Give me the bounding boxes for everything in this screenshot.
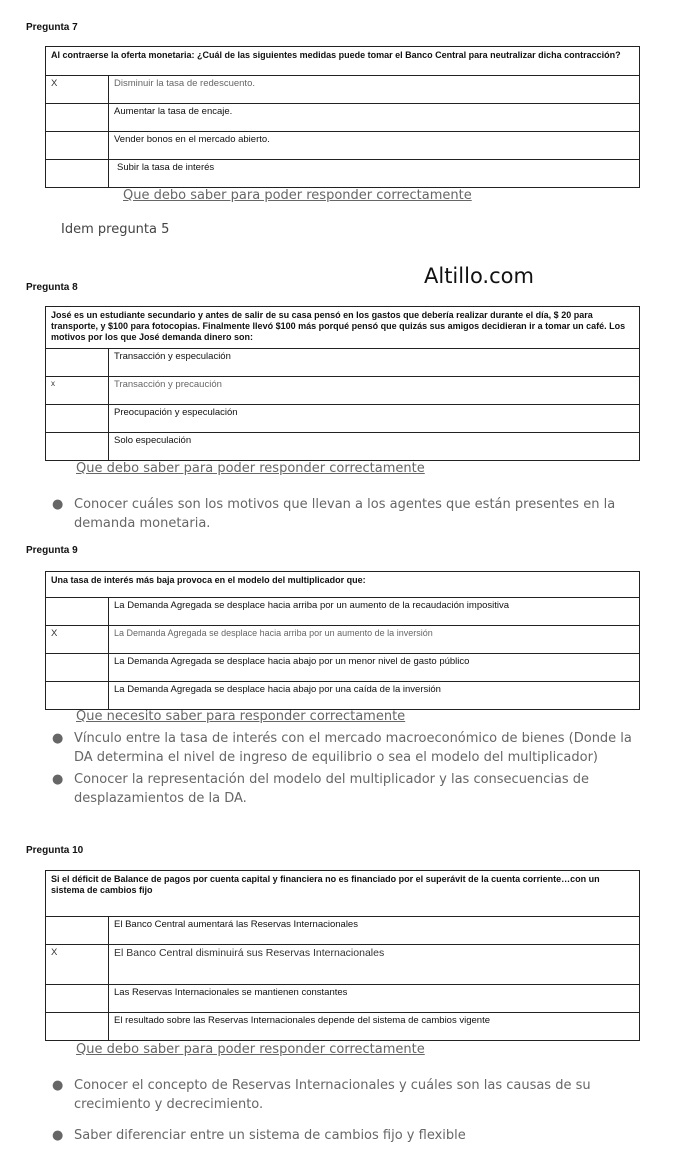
option-text: La Demanda Agregada se desplace hacia abajo por una caída de la inversión	[109, 682, 640, 710]
option-mark	[46, 160, 109, 188]
option-text: Transacción y especulación	[109, 349, 640, 377]
option-mark: X	[46, 76, 109, 104]
bullet-icon: ●	[52, 772, 64, 787]
option-text: Aumentar la tasa de encaje.	[109, 104, 640, 132]
option-text: El Banco Central disminuirá sus Reservas Internacionales	[109, 945, 640, 985]
option-text: Disminuir la tasa de redescuento.	[109, 76, 640, 104]
question-7-text: Al contraerse la oferta monetaria: ¿Cuál de las siguientes medidas puede tomar el Banco Central para neutralizar dicha contracción?	[46, 47, 640, 76]
question-8-text: José es un estudiante secundario y antes de salir de su casa pensó en los gastos que debería realizar durante el día, $ 20 para transporte, y $100 para fotocopias. Finalmente llevó $100 más porqué pensó que quizás sus amigos decidieran ir a tomar un café. Los motivos por los que José demanda dinero son:	[46, 307, 640, 349]
question-8-table	[45, 306, 640, 461]
bullet-text: Conocer cuáles son los motivos que llevan a los agentes que están presentes en la demanda monetaria.	[74, 497, 616, 531]
option-mark	[46, 132, 109, 160]
bullet-icon: ●	[52, 1078, 64, 1093]
question-7-table	[45, 46, 640, 188]
option-text: Subir la tasa de interés	[109, 160, 640, 188]
option-mark	[46, 682, 109, 710]
option-mark: X	[46, 945, 109, 985]
list-item	[48, 770, 638, 808]
bullet-text: Conocer el concepto de Reservas Internacionales y cuáles son las causas de su crecimiento y decrecimiento.	[74, 1078, 591, 1112]
study-link[interactable]: Que debo saber para poder responder correctamente	[123, 188, 472, 203]
watermark-text: Altillo.com	[424, 264, 534, 288]
idem-note: Idem pregunta 5	[61, 222, 170, 237]
study-link[interactable]: Que debo saber para poder responder correctamente	[76, 1042, 425, 1057]
question-10-table	[45, 870, 640, 1041]
question-7-label: Pregunta 7	[26, 22, 78, 33]
option-mark	[46, 917, 109, 945]
option-text: Preocupación y especulación	[109, 405, 640, 433]
option-mark: X	[46, 626, 109, 654]
question-8-label: Pregunta 8	[26, 282, 78, 293]
question-9-text: Una tasa de interés más baja provoca en el modelo del multiplicador que:	[46, 572, 640, 598]
option-mark	[46, 654, 109, 682]
study-link[interactable]: Que necesito saber para responder correctamente	[76, 709, 406, 724]
question-10-label: Pregunta 10	[26, 845, 84, 856]
bullet-text: Vínculo entre la tasa de interés con el mercado macroeconómico de bienes (Donde la DA determina el nivel de ingreso de equilibrio o sea el modelo del multiplicador)	[74, 731, 632, 765]
option-mark	[46, 985, 109, 1013]
option-text: El resultado sobre las Reservas Internacionales depende del sistema de cambios vigente	[109, 1013, 640, 1041]
option-text: La Demanda Agregada se desplace hacia arriba por un aumento de la recaudación impositiva	[109, 598, 640, 626]
question-9-table	[45, 571, 640, 710]
bullet-list	[48, 1076, 638, 1145]
list-item	[48, 1126, 638, 1145]
option-text: La Demanda Agregada se desplace hacia abajo por un menor nivel de gasto público	[109, 654, 640, 682]
list-item	[48, 1076, 638, 1114]
option-text: Solo especulación	[109, 433, 640, 461]
bullet-icon: ●	[52, 1128, 64, 1143]
study-link[interactable]: Que debo saber para poder responder correctamente	[76, 461, 425, 476]
list-item	[48, 729, 638, 767]
option-text: El Banco Central aumentará las Reservas Internacionales	[109, 917, 640, 945]
question-9-label: Pregunta 9	[26, 545, 78, 556]
option-text: Las Reservas Internacionales se mantienen constantes	[109, 985, 640, 1013]
bullet-icon: ●	[52, 731, 64, 746]
list-item	[48, 495, 638, 533]
option-text: La Demanda Agregada se desplace hacia arriba por un aumento de la inversión	[109, 626, 640, 654]
option-mark	[46, 104, 109, 132]
option-mark	[46, 349, 109, 377]
option-mark	[46, 1013, 109, 1041]
question-10-text: Si el déficit de Balance de pagos por cuenta capital y financiera no es financiado por el superávit de la cuenta corriente…con un sistema de cambios fijo	[46, 871, 640, 917]
option-text: Transacción y precaución	[109, 377, 640, 405]
bullet-text: Saber diferenciar entre un sistema de cambios fijo y flexible	[74, 1128, 466, 1143]
bullet-text: Conocer la representación del modelo del multiplicador y las consecuencias de desplazamientos de la DA.	[74, 772, 590, 806]
option-mark	[46, 433, 109, 461]
option-mark	[46, 405, 109, 433]
option-mark: x	[46, 377, 109, 405]
option-text: Vender bonos en el mercado abierto.	[109, 132, 640, 160]
bullet-list	[48, 729, 638, 808]
bullet-icon: ●	[52, 497, 64, 512]
option-mark	[46, 598, 109, 626]
bullet-list	[48, 495, 638, 533]
